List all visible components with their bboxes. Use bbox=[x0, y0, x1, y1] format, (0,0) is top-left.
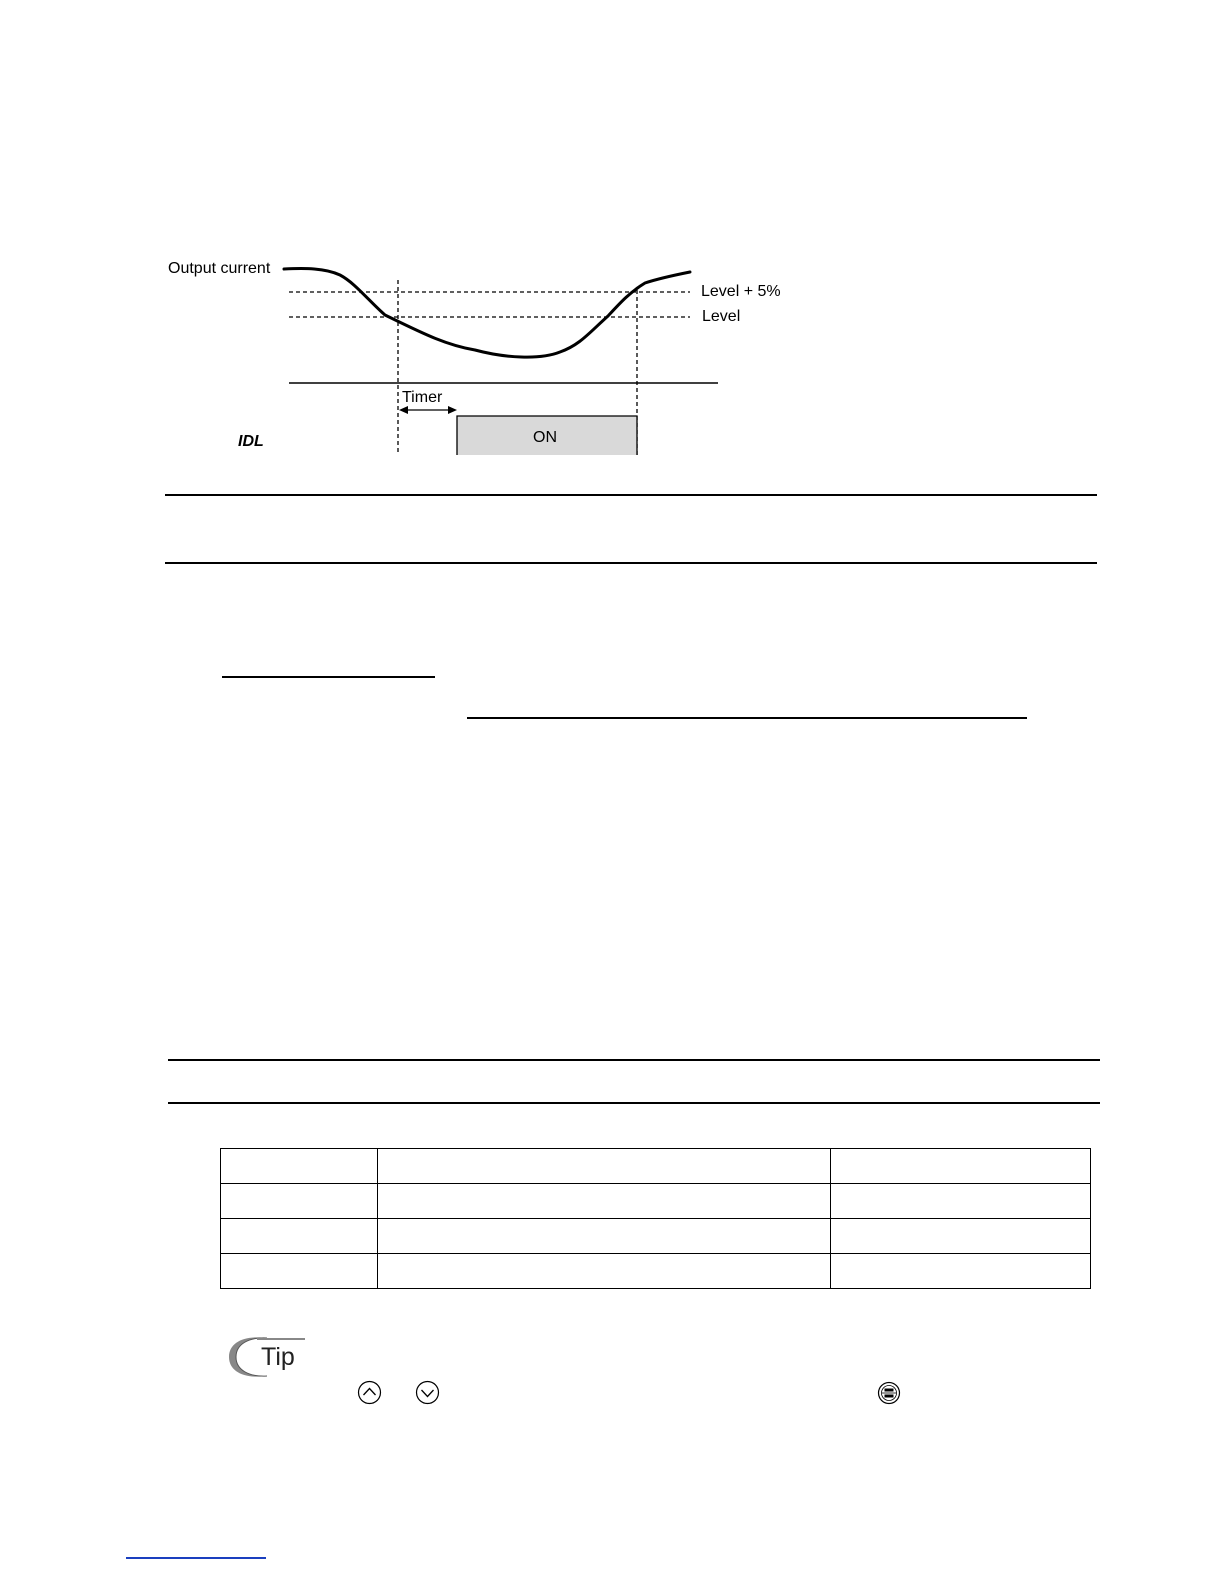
tip-badge-text: Tip bbox=[261, 1343, 295, 1371]
table-cell bbox=[221, 1254, 378, 1289]
table-row bbox=[221, 1184, 1091, 1219]
table-cell bbox=[378, 1254, 831, 1289]
timer-arrow-left-head bbox=[399, 406, 408, 414]
table-cell bbox=[831, 1184, 1091, 1219]
up-key-icon bbox=[357, 1380, 382, 1410]
table-cell bbox=[221, 1219, 378, 1254]
output-current-curve bbox=[284, 269, 690, 358]
tip-badge-icon bbox=[227, 1334, 307, 1380]
table-row bbox=[221, 1254, 1091, 1289]
section-rule-top bbox=[165, 494, 1097, 496]
footer-link-underline[interactable] bbox=[126, 1557, 266, 1559]
table-header-rule-bottom bbox=[168, 1102, 1100, 1104]
timing-diagram bbox=[0, 0, 1224, 470]
underline-rule-2 bbox=[467, 717, 1027, 719]
timer-arrow-right-head bbox=[448, 406, 457, 414]
table-cell bbox=[831, 1254, 1091, 1289]
table-cell bbox=[221, 1184, 378, 1219]
timer-label: Timer bbox=[402, 389, 443, 406]
table-header-rule-top bbox=[168, 1059, 1100, 1061]
idl-signal-label: IDL bbox=[238, 433, 264, 450]
table-row bbox=[221, 1219, 1091, 1254]
section-rule-bottom bbox=[165, 562, 1097, 564]
down-key-icon bbox=[415, 1380, 440, 1410]
table-cell bbox=[378, 1149, 831, 1184]
output-current-label: Output current bbox=[168, 260, 271, 277]
underline-rule-1 bbox=[222, 676, 435, 678]
table-row bbox=[221, 1149, 1091, 1184]
func-data-key-icon bbox=[877, 1381, 901, 1410]
table-cell bbox=[831, 1149, 1091, 1184]
table-cell bbox=[831, 1219, 1091, 1254]
on-label: ON bbox=[533, 429, 557, 446]
level-label: Level bbox=[702, 308, 741, 325]
table-cell bbox=[221, 1149, 378, 1184]
settings-table bbox=[220, 1148, 1091, 1289]
timing-diagram-graphic bbox=[0, 0, 1224, 470]
table-cell bbox=[378, 1184, 831, 1219]
table-cell bbox=[378, 1219, 831, 1254]
level-plus-5-label: Level + 5% bbox=[701, 283, 781, 300]
